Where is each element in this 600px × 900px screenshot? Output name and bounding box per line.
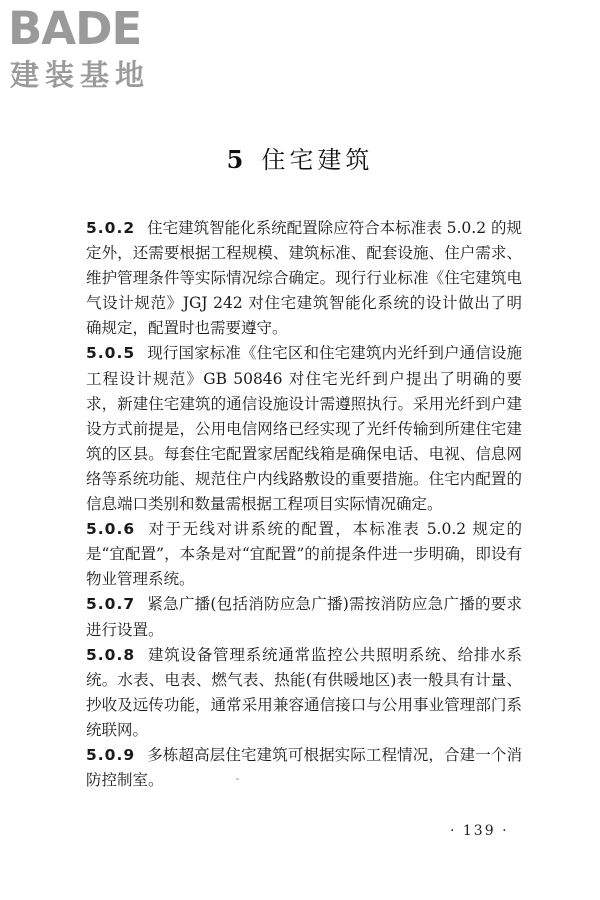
page-number: · 139 · <box>450 823 509 839</box>
clause-text: 对于无线对讲系统的配置，本标准表 5.0.2 规定的是“宜配置”，本条是对“宜配置”的前提条件进一步明确，即设有物业管理系统。 <box>86 520 522 589</box>
document-body <box>86 216 522 793</box>
chapter-name: 住宅建筑 <box>261 146 374 174</box>
chapter-number: 5 <box>226 145 248 174</box>
logo-wordmark: BADE <box>8 2 142 55</box>
clause-paragraph <box>86 216 522 341</box>
clause-number: 5.0.2 <box>86 219 136 237</box>
clause-number: 5.0.9 <box>86 745 136 764</box>
clause-number: 5.0.7 <box>86 595 136 614</box>
clause-text: 现行国家标准《住宅区和住宅建筑内光纤到户通信设施工程设计规范》GB 50846 对住宅光纤到户提出了明确的要求，新建住宅建筑的通信设施设计需遵照执行。采用光纤到户建设方式前提是，公用电信网络已经实现了光纤传输到所建住宅建筑的区县。每套住宅配置家居配线箱是确保电话、电视、信息网络等系统功能、规范住户内线路敷设的重要措施。住宅内配置的信息端口类别和数量需根据工程项目实际情况确定。 <box>86 344 522 514</box>
logo-chinese-name: 建装基地 <box>10 58 151 92</box>
clause-paragraph <box>86 643 522 743</box>
clause-text: 多栋超高层住宅建筑可根据实际工程情况，合建一个消防控制室。 <box>86 745 522 790</box>
clause-number: 5.0.5 <box>86 344 136 363</box>
clause-paragraph <box>86 517 522 592</box>
clause-text: 住宅建筑智能化系统配置除应符合本标准表 5.0.2 的规定外，还需要根据工程规模、建筑标准、配套设施、住户需求、维护管理条件等实际情况综合确定。现行行业标准《住宅建筑电气设计规范》JGJ 242 对住宅建筑智能化系统的设计做出了明确规定，配置时也需要遵守。 <box>86 219 522 338</box>
clause-paragraph <box>86 592 522 642</box>
bade-logo <box>8 2 178 98</box>
clause-number: 5.0.8 <box>86 645 136 664</box>
clause-text: 建筑设备管理系统通常监控公共照明系统、给排水系统。水表、电表、燃气表、热能(有供暖地区)表一般具有计量、抄收及远传功能，通常采用兼容通信接口与公用事业管理部门系统联网。 <box>86 645 522 739</box>
clause-paragraph <box>86 743 522 793</box>
clause-text: 紧急广播(包括消防应急广播)需按消防应急广播的要求进行设置。 <box>86 595 522 639</box>
chapter-title <box>0 145 600 175</box>
clause-paragraph <box>86 341 522 517</box>
clause-number: 5.0.6 <box>86 520 136 539</box>
scan-speck <box>236 778 239 780</box>
